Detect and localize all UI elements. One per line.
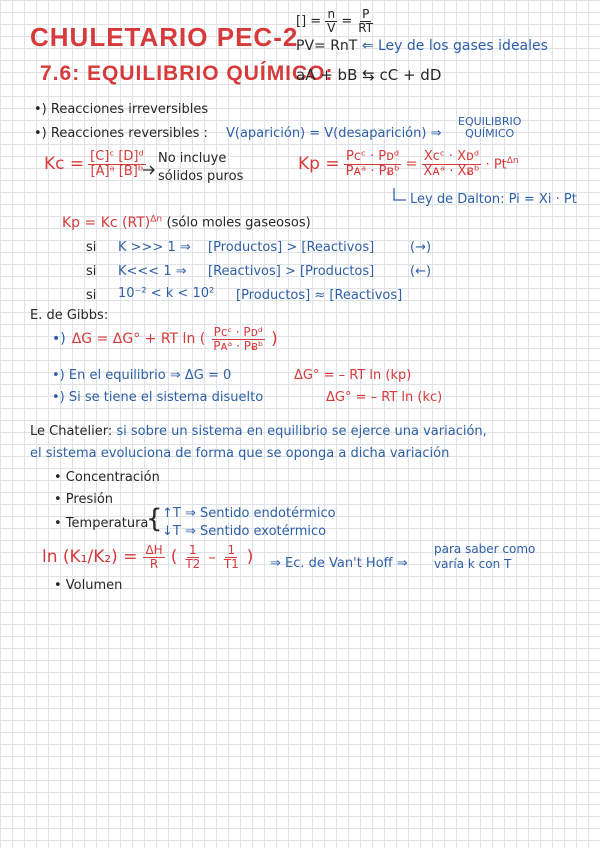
- section-title: 7.6: EQUILIBRIO QUÍMICO:: [40, 62, 334, 85]
- general-reaction: aA + bB ⇆ cC + dD: [296, 66, 442, 84]
- vant-hoff-equation: ln (K₁/K₂) = $\frac{\Delta H}{R}$ ( $\frac{1}{T2}$ – $\frac{1}{T1}$ ): [42, 543, 254, 571]
- factor-volume: • Volumen: [54, 578, 123, 593]
- factor-pressure: • Presión: [54, 492, 114, 507]
- k-direction: (←): [410, 264, 432, 279]
- kp-expression: Kp = $\frac{\text{Pᴄᶜ · Pᴅᵈ}}{\text{Pᴀᵃ · Pᴃᵇ}}$ = $\frac{\text{Xᴄᶜ · Xᴅᵈ}}{\text{Xᴀᵃ · Xᴃᵇ}}$ · $Pt^{\Delta n}$: [298, 149, 519, 179]
- gibbs-dissolved-result: ΔG° = – RT ln (kc): [326, 390, 443, 405]
- gibbs-equilibrium: •) En el equilibrio ⇒ ΔG = 0: [52, 368, 232, 383]
- kp-kc-relation: Kp = Kc (RT)$^{\Delta n}$ (sólo moles gaseosos): [62, 214, 311, 231]
- k-condition: 10⁻² < k < 10²: [118, 286, 215, 301]
- kc-note: No incluye sólidos puros: [158, 151, 244, 184]
- chatelier-line-1: Le Chatelier: si sobre un sistema en equilibrio se ejerce una variación,: [30, 424, 487, 439]
- k-result: [Reactivos] > [Productos]: [208, 264, 375, 279]
- gibbs-dissolved: •) Si se tiene el sistema disuelto: [52, 390, 264, 405]
- page-title: CHULETARIO PEC-2: [30, 22, 299, 52]
- kc-expression: Kc = $\frac{\text{[C]ᶜ [D]ᵈ}}{\text{[A]ᵃ [B]ᵇ}}$: [44, 149, 144, 179]
- gibbs-heading: E. de Gibbs:: [30, 308, 109, 323]
- k-condition-row: si: [86, 264, 97, 279]
- k-condition-row: si: [86, 288, 97, 303]
- k-direction: (→): [410, 240, 432, 255]
- reversible-condition: V(aparición) = V(desaparición) ⇒: [226, 126, 442, 141]
- dalton-law: Ley de Dalton: Pi = Xi · Pt: [410, 192, 577, 207]
- reversible-reactions: •) Reacciones reversibles :: [34, 126, 208, 141]
- gibbs-equilibrium-result: ΔG° = – RT ln (kp): [294, 368, 412, 383]
- factor-concentration: • Concentración: [54, 470, 160, 485]
- k-condition: K >>> 1 ⇒: [118, 240, 191, 255]
- kc-note-arrow: [142, 164, 156, 174]
- gibbs-equation: •) ΔG = ΔG° + RT ln ( $\frac{\text{Pᴄᶜ · Pᴅᵈ}}{\text{Pᴀᵃ · Pᴃᵇ}}$ ): [52, 325, 278, 353]
- k-result: [Productos] ≈ [Reactivos]: [236, 288, 403, 303]
- k-result: [Productos] > [Reactivos]: [208, 240, 375, 255]
- chatelier-line-2: el sistema evoluciona de forma que se oponga a dicha variación: [30, 446, 450, 461]
- vant-hoff-label: ⇒ Ec. de Van't Hoff ⇒: [270, 556, 408, 571]
- irreversible-reactions: •) Reacciones irreversibles: [34, 102, 209, 117]
- concentration-formula: [] = $\frac{n}{V}$ = $\frac{P}{RT}$: [296, 7, 374, 35]
- k-condition: K<<< 1 ⇒: [118, 264, 187, 279]
- temperature-up: ↑T ⇒ Sentido endotérmico: [162, 506, 336, 521]
- ideal-gas-law: PV= RnT ⇐ Ley de los gases ideales: [296, 38, 548, 54]
- vant-hoff-note: para saber como varía k con T: [434, 542, 536, 571]
- temperature-brace: {: [146, 504, 163, 534]
- dalton-arrow: [392, 188, 408, 208]
- factor-temperature: • Temperatura: [54, 516, 149, 531]
- temperature-down: ↓T ⇒ Sentido exotérmico: [162, 524, 327, 539]
- equilibrium-label: EQUILIBRIO QUÍMICO: [458, 115, 522, 140]
- k-condition-row: si: [86, 240, 97, 255]
